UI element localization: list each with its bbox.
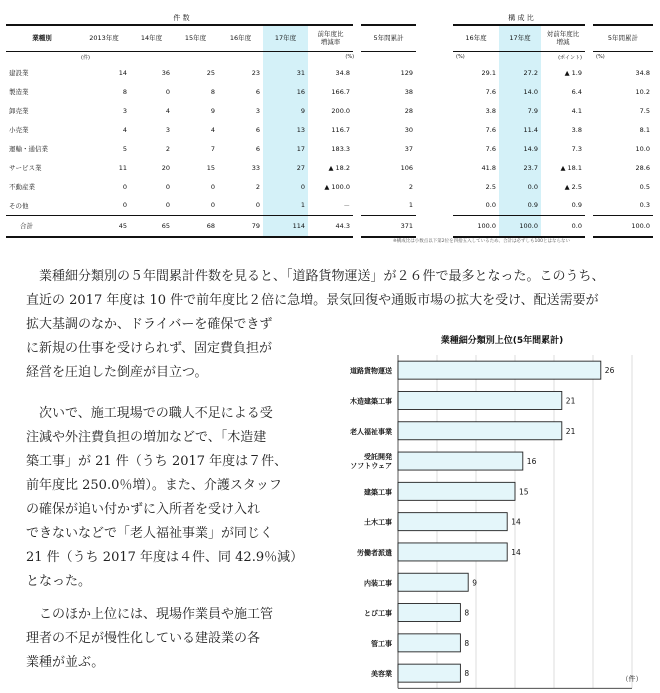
table-cell: 79 xyxy=(218,215,263,237)
category-label: 内装工事 xyxy=(364,579,392,588)
table-cell: 129 xyxy=(357,63,416,82)
table-cell: 4 xyxy=(122,125,127,134)
table-row xyxy=(6,120,416,139)
table-cell: 3 xyxy=(165,125,170,134)
category-label: 老人福祉事業 xyxy=(350,427,392,436)
table-cell: 183.3 xyxy=(331,144,351,153)
table-cell: 0 xyxy=(263,177,308,196)
table-cell: 0.5 xyxy=(589,177,653,196)
col-header: 前年度比 増減率 xyxy=(308,25,357,51)
bar xyxy=(398,452,523,470)
category-label-line: 受託開発 xyxy=(364,453,392,462)
table-row xyxy=(453,158,653,177)
bar xyxy=(398,361,601,379)
category-label: 木造建築工事 xyxy=(350,397,392,406)
table-cell: 0.3 xyxy=(589,196,653,215)
row-label: サービス業 xyxy=(9,164,42,172)
table-cell: 16 xyxy=(263,82,308,101)
table-row xyxy=(6,101,416,120)
table-cell: 8.1 xyxy=(589,120,653,139)
table-cell: 7.9 xyxy=(499,101,541,120)
table-cell: 7.6 xyxy=(485,87,496,96)
total-label: 合計 xyxy=(6,215,78,237)
table-cell: 6.4 xyxy=(571,87,582,96)
table-cell: 3.8 xyxy=(485,106,496,115)
table-cell: 15 xyxy=(206,163,215,172)
table-cell: 17 xyxy=(263,139,308,158)
table-cell: 34.8 xyxy=(335,68,351,77)
col-header: 17年度 xyxy=(263,25,308,51)
row-label: 運輸・通信業 xyxy=(9,145,48,153)
table-cell: 0 xyxy=(165,182,170,191)
table-cell: 41.8 xyxy=(481,163,496,172)
col-header: 業種別 xyxy=(6,25,78,51)
table-cell: 11.4 xyxy=(499,120,541,139)
table-cell: 2 xyxy=(357,177,416,196)
table-cell: 2.5 xyxy=(485,182,496,191)
bar-value-label: 14 xyxy=(511,517,521,527)
table-cell: 8 xyxy=(210,87,215,96)
category-label-line: ソフトウェア xyxy=(350,462,392,471)
bar xyxy=(398,513,507,531)
body-line: 直近の 2017 年度は 10 件で前年度比２倍に急増。景気回復や通販市場の拡大を受け、配送需要が xyxy=(26,293,599,308)
table-row xyxy=(453,196,653,215)
body-line: 前年度比 250.0％増）。また、介護スタッフ xyxy=(26,478,282,493)
category-label: 土木工事 xyxy=(364,518,392,527)
table-cell: 23.7 xyxy=(499,158,541,177)
bar xyxy=(398,604,460,622)
table-cell: 10.0 xyxy=(589,139,653,158)
table-cell: 0.0 xyxy=(485,201,496,210)
col-header: 14年度 xyxy=(130,25,173,51)
footnote: ※構成比は小数点以下第2位を四捨五入しているため、合計は必ずしも100とはならない xyxy=(393,239,571,244)
table-cell: 3.8 xyxy=(571,125,582,134)
col-header: 15年度 xyxy=(173,25,218,51)
table-cell: 200.0 xyxy=(331,106,351,115)
table-cell: ▲ 2.5 xyxy=(564,182,582,191)
table-cell: 33 xyxy=(251,163,260,172)
industry-bar-chart xyxy=(326,323,656,693)
table-cell: 0.9 xyxy=(571,201,582,210)
body-line: 拡大基調のなか、ドライバーを確保できず xyxy=(26,317,273,332)
row-label: 製造業 xyxy=(9,88,29,96)
table-row xyxy=(453,139,653,158)
bar-value-label: 8 xyxy=(464,669,470,679)
body-line: に新規の仕事を受けられず、固定費負担が xyxy=(26,341,272,356)
body-line: 理者の不足が慢性化している建設業の各 xyxy=(26,631,261,646)
category-label: とび工事 xyxy=(364,609,392,618)
body-line: 21 件（うち 2017 年度は４件、同 42.9％減） xyxy=(26,550,304,565)
col-header: 2013年度 xyxy=(78,25,130,51)
table-cell: 0 xyxy=(210,201,215,210)
table-cell: 14.9 xyxy=(499,139,541,158)
table-cell: 27.2 xyxy=(499,63,541,82)
col-header: 16年度 xyxy=(218,25,263,51)
table-cell: － xyxy=(343,201,351,210)
table-cell: 38 xyxy=(357,82,416,101)
table-cell: 25 xyxy=(206,68,215,77)
bar xyxy=(398,391,562,409)
table-cell: 4 xyxy=(210,125,215,134)
table-cell: 2 xyxy=(165,144,170,153)
table-row xyxy=(6,196,416,215)
bar-value-label: 16 xyxy=(526,457,537,467)
table-cell: ▲ 18.2 xyxy=(328,163,351,172)
table-row xyxy=(453,82,653,101)
col-header: 5年間累計 xyxy=(357,25,416,51)
table-cell: 0 xyxy=(122,182,127,191)
category-label xyxy=(350,452,392,470)
composition-ratio-table xyxy=(453,12,653,238)
unit-label: (%) xyxy=(345,54,355,61)
table-row xyxy=(453,120,653,139)
table-cell: 11 xyxy=(118,163,127,172)
chart-title: 業種細分類別上位(5年間累計) xyxy=(440,336,564,346)
category-label: 労働者派遣 xyxy=(357,548,392,557)
body-line: 注減や外注費負担の増加などで、「木造建 xyxy=(26,430,267,445)
table-cell: 31 xyxy=(263,63,308,82)
body-line: できないなどで「老人福祉事業」が同じく xyxy=(26,526,274,541)
bar-value-label: 26 xyxy=(604,366,615,376)
table-cell: 114 xyxy=(263,215,308,237)
table-cell: 0 xyxy=(210,182,215,191)
bar-value-label: 8 xyxy=(464,608,470,618)
row-label: 不動産業 xyxy=(9,183,35,191)
table-cell: 100.0 xyxy=(453,215,499,237)
table-cell: 7.6 xyxy=(485,144,496,153)
unit-label: (件) xyxy=(81,54,90,61)
table-cell: 23 xyxy=(251,68,260,77)
table-cell: 44.3 xyxy=(308,215,357,237)
table-cell: ▲ 100.0 xyxy=(324,182,351,191)
table-cell: 8 xyxy=(122,87,127,96)
body-line: このほか上位には、現場作業員や施工管 xyxy=(39,607,274,622)
table-cell: 7.5 xyxy=(589,101,653,120)
body-line: 築工事」が 21 件（うち 2017 年度は７件、 xyxy=(26,454,288,469)
col-header: 5年間累計 xyxy=(589,25,653,51)
table-cell: 20 xyxy=(161,163,170,172)
table-cell: 7 xyxy=(210,144,215,153)
table-cell: 14.0 xyxy=(499,82,541,101)
table-cell: 116.7 xyxy=(331,125,351,134)
x-axis-unit: （件） xyxy=(621,675,643,683)
body-line: 経営を圧迫した倒産が目立つ。 xyxy=(26,365,208,380)
bar xyxy=(398,573,468,591)
bar-value-label: 21 xyxy=(565,426,576,436)
col-header: 対前年度比 増減 xyxy=(541,25,589,51)
table-row xyxy=(6,63,416,82)
case-count-header: 件 数 xyxy=(173,14,190,22)
table-cell: 0 xyxy=(122,201,127,210)
table-row xyxy=(453,63,653,82)
body-line: となった。 xyxy=(26,574,92,589)
table-cell: 6 xyxy=(255,125,260,134)
table-cell: 28.6 xyxy=(589,158,653,177)
table-row xyxy=(6,139,416,158)
body-line: 次いで、施工現場での職人不足による受 xyxy=(39,406,273,421)
row-label: その他 xyxy=(9,201,29,210)
table-cell: 106 xyxy=(357,158,416,177)
table-cell: 2 xyxy=(255,182,260,191)
table-row xyxy=(6,158,416,177)
category-label: 建築工事 xyxy=(364,488,392,497)
table-cell: 7.3 xyxy=(571,144,582,153)
table-row xyxy=(6,82,416,101)
table-cell: 1 xyxy=(263,196,308,215)
row-label: 卸売業 xyxy=(9,107,29,115)
table-cell: 7.6 xyxy=(485,125,496,134)
table-cell: 9 xyxy=(210,106,215,115)
table-row xyxy=(6,177,416,196)
table-cell: ▲ 18.1 xyxy=(560,163,582,172)
table-cell: 6 xyxy=(255,87,260,96)
bar xyxy=(398,634,460,652)
table-cell: 3 xyxy=(255,106,260,115)
bar-value-label: 21 xyxy=(565,396,576,406)
table-cell: 0 xyxy=(165,87,170,96)
bar xyxy=(398,482,515,500)
table-row xyxy=(453,101,653,120)
table-cell: 36 xyxy=(161,68,170,77)
table-cell: 166.7 xyxy=(331,87,351,96)
table-cell: 0.9 xyxy=(499,196,541,215)
table-cell: 37 xyxy=(357,139,416,158)
unit-label: (%) xyxy=(456,54,465,61)
bar xyxy=(398,543,507,561)
bar xyxy=(398,664,460,682)
table-cell: 45 xyxy=(78,215,130,237)
row-label: 建設業 xyxy=(9,69,29,77)
table-cell: 1 xyxy=(357,196,416,215)
table-cell: 10.2 xyxy=(589,82,653,101)
category-label: 美容業 xyxy=(371,670,392,679)
body-line: 業種細分類別の５年間累計件数を見ると、「道路貨物運送」が２６件で最多となった。このうち、 xyxy=(39,269,605,284)
bar-value-label: 9 xyxy=(472,578,477,588)
table-cell: 27 xyxy=(263,158,308,177)
col-header: 16年度 xyxy=(453,25,499,51)
table-cell: 0 xyxy=(165,201,170,210)
category-label: 管工事 xyxy=(371,639,392,648)
body-line: 業種が並ぶ。 xyxy=(26,655,105,670)
table-cell: 0.0 xyxy=(541,215,589,237)
case-count-table xyxy=(6,12,416,238)
table-cell: 3 xyxy=(122,106,127,115)
table-cell: 4.1 xyxy=(571,106,582,115)
body-line: の確保が追い付かずに入所者を受け入れ xyxy=(26,502,261,517)
table-cell: 13 xyxy=(263,120,308,139)
table-cell: 0 xyxy=(255,201,260,210)
table-cell: 100.0 xyxy=(589,215,653,237)
table-cell: 5 xyxy=(122,144,127,153)
bar-value-label: 8 xyxy=(464,638,470,648)
table-cell: 371 xyxy=(357,215,416,237)
category-label: 道路貨物運送 xyxy=(350,367,392,376)
table-row xyxy=(453,177,653,196)
table-cell: 9 xyxy=(263,101,308,120)
bar-value-label: 15 xyxy=(519,487,529,497)
table-cell: 100.0 xyxy=(499,215,541,237)
col-header: 17年度 xyxy=(499,25,541,51)
table-cell: 30 xyxy=(357,120,416,139)
table-cell: 29.1 xyxy=(481,68,496,77)
table-cell: 65 xyxy=(130,215,173,237)
table-cell: 34.8 xyxy=(589,63,653,82)
table-cell: 68 xyxy=(173,215,218,237)
unit-label: (ポイント) xyxy=(558,54,582,61)
table-cell: 4 xyxy=(165,106,170,115)
bar xyxy=(398,422,562,440)
table-cell: 6 xyxy=(255,144,260,153)
bar-value-label: 14 xyxy=(511,547,521,557)
table-cell: 0.0 xyxy=(499,177,541,196)
composition-header: 構 成 比 xyxy=(508,14,534,22)
unit-label: (%) xyxy=(589,51,653,63)
row-label: 小売業 xyxy=(9,126,29,134)
table-cell: 28 xyxy=(357,101,416,120)
table-cell: ▲ 1.9 xyxy=(564,68,582,77)
table-cell: 14 xyxy=(118,68,127,77)
